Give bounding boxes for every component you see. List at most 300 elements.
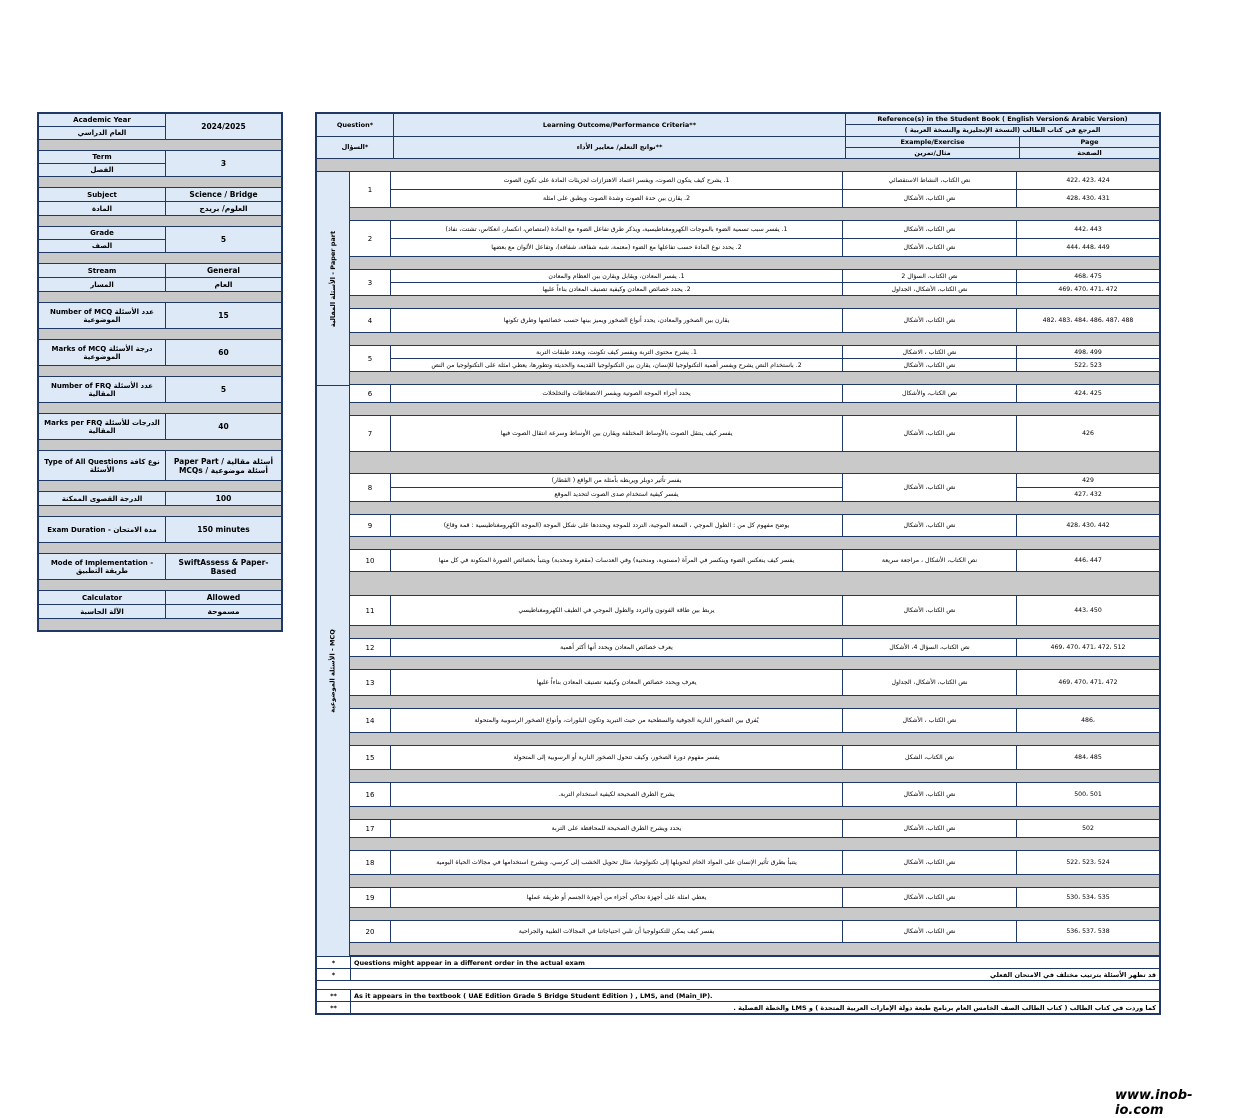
info-row <box>39 554 281 580</box>
question-row <box>350 921 1159 943</box>
learning-outcome-cell <box>391 851 843 874</box>
info-row <box>39 451 281 481</box>
example-reference-cell <box>843 416 1017 451</box>
page-reference: 444، 448، 449 <box>1017 238 1159 256</box>
page-reference-cell <box>1017 172 1159 207</box>
question-row <box>350 309 1159 333</box>
learning-outcome: يعطي امثلة على أجهزة تحاكي أجزاء من أجهزة الجسم أو طريقة عملها <box>526 894 707 901</box>
learning-outcome: يُفرق بين الصخور النارية الجوفية والسطحية من حيث التبريد وتكون البلورات، وأنواع الصخور الرسوبية والمتحولة <box>474 717 759 724</box>
info-label-cell <box>39 591 166 604</box>
info-gap-row <box>39 440 281 451</box>
info-label: Mode of Implementation - طريقة التطبيق <box>39 554 165 579</box>
learning-outcome: يربط بين طاقة الفوتون والتردد والطول الموجي في الطيف الكهرومغناطيسي <box>518 607 715 614</box>
info-label-cell <box>39 151 166 176</box>
page-reference-cell <box>1017 746 1159 769</box>
question-row <box>350 746 1159 770</box>
info-gap-row <box>39 292 281 303</box>
page-reference: 422، 423، 424 <box>1066 177 1110 184</box>
info-gap-row <box>39 543 281 554</box>
example-reference-cell <box>843 670 1017 695</box>
page-reference: 442، 443 <box>1074 226 1102 233</box>
questions-column <box>350 172 1159 956</box>
page-reference: 428، 430، 442 <box>1066 522 1110 529</box>
info-label-cell <box>39 492 166 505</box>
mcq-section: الأسئلة الموضوعية - MCQ <box>317 385 350 956</box>
info-row <box>39 188 281 202</box>
info-label-cell <box>39 278 166 291</box>
info-label-cell <box>39 451 166 480</box>
info-value: العلوم/ بريدج <box>166 202 281 215</box>
info-value: General <box>166 264 281 277</box>
page-reference: 469، 470، 471، 472 <box>1058 679 1118 686</box>
question-header-ar: السؤال* <box>317 136 393 159</box>
page-reference-cell <box>1017 416 1159 451</box>
table-header <box>317 114 1159 159</box>
learning-outcome: 1. يفسر سبب تسمية الضوء بالموجات الكهرومغناطيسية، ويذكر طرق تفاعل الضوء مع المادة (امتصاص، انكسار، انعكاس، تشتت، نفاذ) <box>445 226 788 233</box>
example-reference: نص الكتاب، الأشكال <box>903 317 956 324</box>
question-number: 15 <box>350 746 391 769</box>
example-reference-cell <box>843 709 1017 732</box>
info-row <box>39 202 281 216</box>
example-reference-cell <box>843 172 1017 207</box>
info-row <box>39 517 281 543</box>
example-reference-cell <box>843 746 1017 769</box>
example-header-en: Example/Exercise <box>846 137 1020 147</box>
info-gap-row <box>39 177 281 188</box>
question-number: 18 <box>350 851 391 874</box>
question-row <box>350 550 1159 572</box>
info-row <box>39 377 281 403</box>
learning-outcome-cell <box>391 670 843 695</box>
row-spacer <box>350 943 1159 956</box>
info-gap-row <box>39 506 281 517</box>
example-reference-cell <box>843 921 1017 942</box>
example-reference-cell <box>843 783 1017 806</box>
learning-outcome: يفسر كيف ينتقل الصوت بالأوساط المختلفة ويقارن بين الأوساط وسرعة انتقال الصوت فيها <box>500 430 733 437</box>
question-row <box>350 416 1159 452</box>
info-value: SwiftAssess & Paper-Based <box>166 554 281 579</box>
learning-outcome: يشرح الطرق الصحيحة لكيفية استخدام التربة. <box>558 791 675 798</box>
learning-outcome-cell <box>391 385 843 402</box>
lo-header-en: Learning Outcome/Performance Criteria** <box>542 120 697 129</box>
page-reference: 486، <box>1081 717 1095 724</box>
example-reference: نص الكتاب، الأشكال، الجداول <box>843 282 1016 295</box>
learning-outcome: 1. يفسر المعادن، ويقابل ويقارن بين العظام والمعادن <box>548 272 685 280</box>
paper-part-section: الأسئلة المقالية - Paper part <box>317 172 350 385</box>
page-reference-cell <box>1017 639 1159 656</box>
page-reference-cell <box>1017 709 1159 732</box>
row-spacer <box>350 208 1159 221</box>
learning-outcome: يفسر كيف يمكن للتكنولوجيا أن تلبي احتياجاتنا في المجالات الطبية والجراحية <box>518 928 715 935</box>
learning-outcome-cell <box>391 596 843 625</box>
learning-outcome-cell <box>391 921 843 942</box>
question-row <box>350 474 1159 502</box>
learning-outcome: 1. يشرح محتوى التربة ويفسر كيف تكونت، ويعدد طبقات التربة <box>536 348 697 356</box>
info-row <box>39 151 281 177</box>
page-reference-cell <box>1017 550 1159 571</box>
footer-text: كما وردت في كتاب الطالب ( كتاب الطالب الصف الخامس العام برنامج طبعة دولة الإمارات العربية المتحدة ) و LMS والخطة الفصلية . <box>733 1003 1156 1012</box>
example-reference: نص الكتاب ، الاشكال <box>902 348 957 356</box>
question-number: 12 <box>350 639 391 656</box>
info-label: Type of All Questions نوع كافة الأسئلة <box>39 451 165 480</box>
page-reference-cell <box>1017 820 1159 837</box>
row-spacer <box>350 257 1159 270</box>
info-label: العام الدراسي <box>39 126 165 139</box>
info-value: 15 <box>166 303 281 328</box>
page-reference: 522، 523، 524 <box>1066 859 1110 866</box>
example-reference: نص الكتاب، الأشكال، الجداول <box>891 679 968 686</box>
info-gap-row <box>39 481 281 492</box>
footer-mark: ** <box>317 990 351 1001</box>
reference-header <box>846 114 1159 158</box>
question-row <box>350 385 1159 403</box>
info-gap-row <box>39 403 281 414</box>
row-spacer <box>350 452 1159 474</box>
info-label: Marks of MCQ درجة الأسئلة الموضوعية <box>39 340 165 365</box>
info-row <box>39 264 281 278</box>
info-label: Stream <box>39 264 165 277</box>
question-row <box>350 639 1159 657</box>
example-header-ar: مثال/تمرين <box>846 148 1020 158</box>
example-reference-cell <box>843 639 1017 656</box>
example-reference-cell <box>843 550 1017 571</box>
info-label: الفصل <box>39 163 165 176</box>
info-label: المادة <box>39 202 165 215</box>
question-number: 7 <box>350 416 391 451</box>
example-reference-cell <box>843 474 1017 501</box>
example-reference-cell <box>843 309 1017 332</box>
info-label-cell <box>39 188 166 201</box>
example-reference: نص الكتاب، الأشكال <box>903 928 956 935</box>
info-label-cell <box>39 202 166 215</box>
learning-outcome: يفسر كيف ينعكس الضوء وينكسر في المرآة (مستوية، ومنحنية) وفي العدسات (مقعرة ومحدبة) ويتنبأ بخصائص الصورة المتكونة في كل منها <box>438 557 795 564</box>
learning-outcome: 2. يقارن بين حدة الصوت وشدة الصوت ويطبق على امثلة <box>391 189 842 207</box>
example-reference: نص الكتاب، الأشكال <box>903 825 956 832</box>
info-label-cell <box>39 227 166 252</box>
page-reference-cell <box>1017 851 1159 874</box>
learning-outcome-cell <box>391 474 843 501</box>
lo-header-ar: نواتج التعلم/ معايير الأداء** <box>394 136 845 159</box>
info-label: Calculator <box>39 591 165 604</box>
info-gap-row <box>39 366 281 377</box>
info-row <box>39 414 281 440</box>
question-row <box>350 670 1159 696</box>
example-reference-cell <box>843 385 1017 402</box>
example-reference: نص الكتاب، الأشكال <box>903 607 956 614</box>
row-spacer <box>350 372 1159 385</box>
learning-outcome-cell <box>391 783 843 806</box>
page-reference: 424، 425 <box>1074 390 1102 397</box>
question-number: 5 <box>350 346 391 371</box>
info-row <box>39 591 281 605</box>
page-reference: 498، 499 <box>1074 348 1102 356</box>
row-spacer <box>350 537 1159 550</box>
row-spacer <box>350 908 1159 921</box>
example-reference-cell <box>843 820 1017 837</box>
question-number: 17 <box>350 820 391 837</box>
learning-outcome: يعرف خصائص المعادن ويحدد أنها أكثر أهمية <box>560 644 673 651</box>
info-value: 100 <box>166 492 281 505</box>
info-label: الدرجة القصوى الممكنة <box>39 492 165 505</box>
page-header-ar: الصفحة <box>1077 148 1102 157</box>
learning-outcome: يوضح مفهوم كل من : الطول الموجي ، السعة الموجية، التردد للموجة ويحددها على شكل الموجة (الموجة الكهرومغناطيسية : قمة وقاع) <box>443 522 790 529</box>
info-row <box>39 340 281 366</box>
example-reference: نص الكتاب، الأشكال <box>903 791 956 798</box>
footer-mark: * <box>317 969 351 980</box>
info-label: Marks per FRQ الدرجات للأسئلة المقالية <box>39 414 165 439</box>
example-reference: نص الكتاب، الأشكال <box>903 522 956 529</box>
row-spacer <box>350 296 1159 309</box>
questions-body <box>317 172 1159 956</box>
learning-outcome: يتنبأ بطرق تأثير الإنسان على المواد الخام لتحويلها إلى تكنولوجيا، مثال تحويل الخشب إلى كرسي، ويشرح استخدامها في مجالات الحياة اليومية <box>436 859 797 866</box>
question-number: 14 <box>350 709 391 732</box>
learning-outcome: 1. يشرح كيف يتكون الصوت، ويفسر اعتماد الاهتزازات لجزيئات المادة على تكون الصوت <box>503 177 730 184</box>
learning-outcome: يفسر كيفية استخدام صدى الصوت لتحديد الموقع <box>391 487 842 501</box>
footer-note <box>317 989 1159 1001</box>
question-number: 13 <box>350 670 391 695</box>
row-spacer <box>350 733 1159 746</box>
page-reference-cell <box>1017 515 1159 536</box>
info-label: Subject <box>39 188 165 201</box>
question-row <box>350 851 1159 875</box>
learning-outcome: يفسر مفهوم دورة الصخور، وكيف تتحول الصخور النارية أو الرسوبية إلى المتحولة <box>513 754 720 761</box>
learning-outcome: يعرف ويحدد خصائص المعادن وكيفية تصنيف المعادن بناءاً عليها <box>536 679 697 686</box>
info-value: 3 <box>166 151 281 176</box>
info-label: الصف <box>39 239 165 252</box>
learning-outcome: يقارن بين الصخور والمعادن، يحدد أنواع الصخور ويميز بينها حسب خصائصها وطرق تكونها <box>503 317 730 324</box>
info-gap-row <box>39 140 281 151</box>
page-reference: 426 <box>1082 430 1094 437</box>
question-header <box>317 114 394 158</box>
watermark: www.inob-io.com <box>1115 1088 1193 1118</box>
page-reference: 468، 475 <box>1074 272 1102 280</box>
info-value: 150 minutes <box>166 517 281 542</box>
footer-note <box>317 956 1159 968</box>
page-reference: 428، 430، 431 <box>1017 189 1159 207</box>
page-reference-cell <box>1017 385 1159 402</box>
question-row <box>350 515 1159 537</box>
example-reference: نص الكتاب، الأشكال <box>843 358 1016 371</box>
footer-note <box>317 968 1159 980</box>
info-row <box>39 114 281 140</box>
page-reference-cell <box>1017 783 1159 806</box>
learning-outcome-cell <box>391 820 843 837</box>
row-spacer <box>350 333 1159 346</box>
learning-outcome-cell <box>391 309 843 332</box>
footer-note <box>317 1001 1159 1013</box>
question-number: 10 <box>350 550 391 571</box>
question-number: 8 <box>350 474 391 501</box>
page-reference-cell <box>1017 221 1159 256</box>
page-reference: 484، 485 <box>1074 754 1102 761</box>
example-reference: نص الكتاب، الأشكال ، مراجعة سريعة <box>881 557 978 564</box>
info-gap-row <box>39 580 281 591</box>
learning-outcome: 2. يحدد خصائص المعادن وكيفية تصنيف المعادن بناءاً عليها <box>391 282 842 295</box>
question-number: 1 <box>350 172 391 207</box>
question-row <box>350 172 1159 208</box>
learning-outcome-cell <box>391 515 843 536</box>
question-row <box>350 346 1159 372</box>
info-value: مسموحة <box>166 605 281 618</box>
question-row <box>350 596 1159 626</box>
info-label: Term <box>39 151 165 163</box>
page-reference: 482، 483، 484، 486، 487، 488 <box>1042 317 1134 324</box>
page-reference: 500، 501 <box>1074 791 1102 798</box>
page-reference-cell <box>1017 270 1159 295</box>
example-reference: نص الكتاب، الأشكال <box>903 226 956 233</box>
example-reference-cell <box>843 270 1017 295</box>
learning-outcome-cell <box>391 709 843 732</box>
question-header-en: Question* <box>336 120 374 129</box>
row-spacer <box>350 807 1159 820</box>
example-reference-cell <box>843 515 1017 536</box>
question-row <box>350 820 1159 838</box>
example-reference: نص الكتاب، الشكل <box>904 754 955 761</box>
question-row <box>350 221 1159 257</box>
example-reference: نص الكتاب، الأشكال <box>903 894 956 901</box>
question-number: 2 <box>350 221 391 256</box>
info-row <box>39 227 281 253</box>
learning-outcome-cell <box>391 550 843 571</box>
learning-outcome-cell <box>391 346 843 371</box>
info-label-cell <box>39 114 166 139</box>
example-reference-cell <box>843 221 1017 256</box>
example-reference: نص الكتاب، السؤال 4، الأشكال <box>889 644 970 651</box>
learning-outcome-cell <box>391 746 843 769</box>
info-label: الآلة الحاسبة <box>39 605 165 618</box>
footer-gap <box>317 980 1159 989</box>
row-spacer <box>350 626 1159 639</box>
page-reference-cell <box>1017 474 1159 501</box>
example-reference-cell <box>843 888 1017 907</box>
page-reference: 427، 432 <box>1017 487 1159 501</box>
question-number: 9 <box>350 515 391 536</box>
info-row <box>39 278 281 292</box>
example-reference: نص الكتاب، الأشكال <box>903 859 956 866</box>
example-reference: نص الكتاب، الأشكال <box>903 430 956 437</box>
learning-outcome-cell <box>391 639 843 656</box>
page-reference: 446، 447 <box>1074 557 1102 564</box>
learning-outcome: 2. يحدد نوع المادة حسب تفاعلها مع الضوء (معتمة، شبه شفافة، شفافة)، وتفاعل الألوان مع بعضها <box>391 238 842 256</box>
info-label: Academic Year <box>39 114 165 126</box>
page-reference: 469، 470، 471، 472، 512 <box>1050 644 1126 651</box>
info-label: المسار <box>39 278 165 291</box>
table-footer <box>317 956 1159 1013</box>
learning-outcome: يحدد ويشرح الطرق الصحيحة للمحافظة على التربة <box>551 825 682 832</box>
question-number: 16 <box>350 783 391 806</box>
page-reference-cell <box>1017 596 1159 625</box>
footer-mark: * <box>317 957 351 968</box>
question-number: 3 <box>350 270 391 295</box>
info-value: 60 <box>166 340 281 365</box>
row-spacer <box>350 403 1159 416</box>
footer-text: قد تظهر الأسئلة بترتيب مختلف في الامتحان الفعلي <box>989 970 1156 979</box>
exam-specification-table <box>315 112 1161 1015</box>
reference-header-en: Reference(s) in the Student Book ( English Version& Arabic Version) <box>877 115 1128 124</box>
exam-info-table <box>37 112 283 632</box>
info-label-cell <box>39 264 166 277</box>
info-value: العام <box>166 278 281 291</box>
page-reference: 502 <box>1082 825 1094 832</box>
info-label-cell <box>39 605 166 618</box>
info-label: Number of MCQ عدد الأسئلة الموضوعية <box>39 303 165 328</box>
row-spacer <box>350 838 1159 851</box>
info-label: Exam Duration - مدة الامتحان <box>39 517 165 542</box>
footer-text: Questions might appear in a different order in the actual exam <box>354 958 585 967</box>
info-value: Science / Bridge <box>166 188 281 201</box>
page-reference: 429 <box>1082 477 1094 484</box>
page-reference-cell <box>1017 670 1159 695</box>
info-row <box>39 492 281 506</box>
example-reference: نص الكتاب، الأشكال <box>843 189 1016 207</box>
learning-outcome-cell <box>391 172 843 207</box>
info-gap-row <box>39 253 281 264</box>
row-spacer <box>350 572 1159 596</box>
example-reference-cell <box>843 346 1017 371</box>
learning-outcome: يحدد أجزاء الموجة الصوتية ويفسر الانضغاطات والتخلخلات <box>542 390 691 397</box>
info-label-cell <box>39 554 166 579</box>
learning-outcome-cell <box>391 221 843 256</box>
info-label-cell <box>39 303 166 328</box>
info-label-cell <box>39 340 166 365</box>
info-value: Allowed <box>166 591 281 604</box>
question-number: 11 <box>350 596 391 625</box>
row-spacer <box>350 770 1159 783</box>
question-number: 4 <box>350 309 391 332</box>
page-reference: 530، 534، 535 <box>1066 894 1110 901</box>
row-spacer <box>350 696 1159 709</box>
example-reference: نص الكتاب ، الأشكال <box>902 717 957 724</box>
example-reference: نص الكتاب، الأشكال <box>843 238 1016 256</box>
info-label-cell <box>39 377 166 402</box>
info-value: 40 <box>166 414 281 439</box>
info-row <box>39 303 281 329</box>
learning-outcome-cell <box>391 416 843 451</box>
lo-header <box>394 114 846 158</box>
info-value: 2024/2025 <box>166 114 281 139</box>
page-reference-cell <box>1017 921 1159 942</box>
page-reference: 443، 450 <box>1074 607 1102 614</box>
question-row <box>350 709 1159 733</box>
row-spacer <box>350 875 1159 888</box>
question-row <box>350 270 1159 296</box>
info-label: Grade <box>39 227 165 239</box>
example-reference: نص الكتاب، النشاط الاستقصائي <box>888 177 971 184</box>
row-spacer <box>350 657 1159 670</box>
learning-outcome-cell <box>391 270 843 295</box>
question-number: 19 <box>350 888 391 907</box>
info-label: Number of FRQ عدد الأسئلة المقالية <box>39 377 165 402</box>
info-value: 5 <box>166 377 281 402</box>
info-value: 5 <box>166 227 281 252</box>
learning-outcome-cell <box>391 888 843 907</box>
example-reference-cell <box>843 596 1017 625</box>
page-header-en: Page <box>1080 137 1099 146</box>
example-reference-cell <box>843 851 1017 874</box>
info-label-cell <box>39 414 166 439</box>
page-reference: 522، 523 <box>1017 358 1159 371</box>
page-reference-cell <box>1017 309 1159 332</box>
info-label-cell <box>39 517 166 542</box>
question-number: 20 <box>350 921 391 942</box>
example-reference: نص الكتاب، والأشكال <box>901 390 958 397</box>
question-row <box>350 783 1159 807</box>
header-spacer <box>317 159 1159 172</box>
question-number: 6 <box>350 385 391 402</box>
example-reference: نص الكتاب، السؤال 2 <box>901 272 958 280</box>
page-reference: 536، 537، 538 <box>1066 928 1110 935</box>
info-gap-row <box>39 329 281 340</box>
